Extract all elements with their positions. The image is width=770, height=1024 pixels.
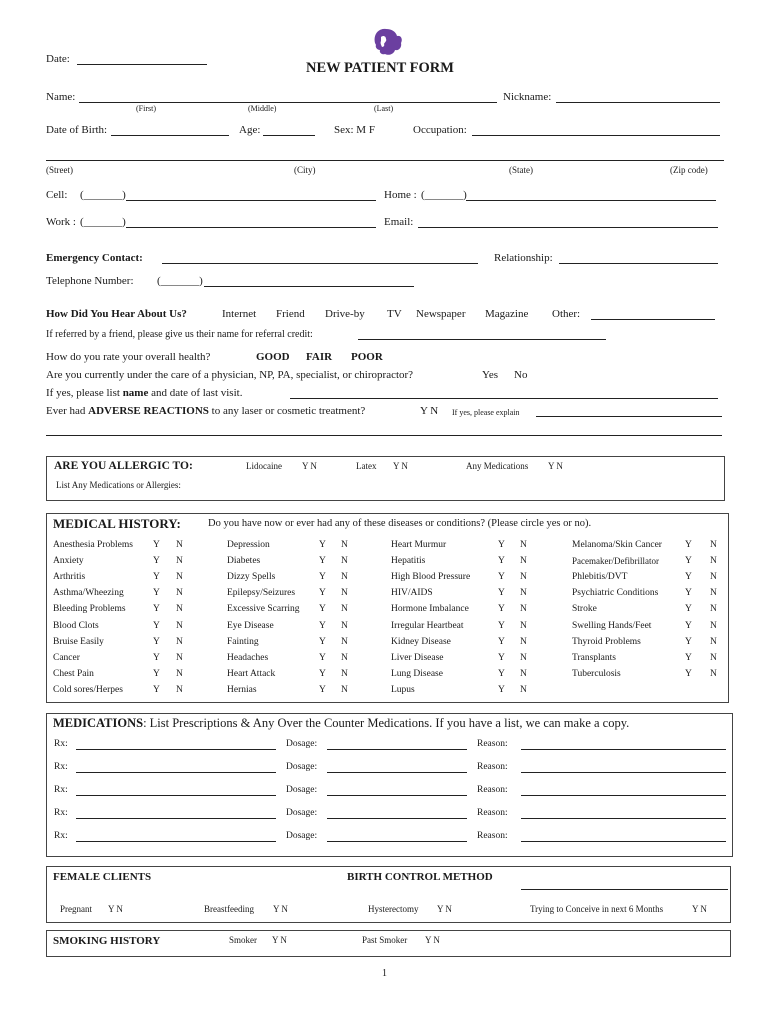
smoker-label: Smoker	[229, 935, 257, 945]
condition-yes[interactable]: Y	[319, 540, 326, 550]
dosage-field[interactable]	[327, 749, 467, 750]
last-caption: (Last)	[374, 104, 394, 113]
referral-option-tv[interactable]: TV	[387, 308, 402, 320]
nickname-label: Nickname:	[503, 91, 552, 103]
referral-option-newspaper[interactable]: Newspaper	[416, 308, 466, 320]
medical-history-prompt: Do you have now or ever had any of these diseases or conditions? (Please circle yes or no).	[208, 518, 592, 529]
emergency-contact-field[interactable]	[162, 263, 478, 264]
condition-no[interactable]: N	[176, 540, 183, 550]
condition-label: Anxiety	[53, 556, 84, 567]
woman-profile-logo-icon	[372, 27, 404, 57]
condition-label: Heart Murmur	[391, 540, 447, 550]
condition-label: Kidney Disease	[391, 636, 451, 647]
condition-no[interactable]: N	[341, 668, 348, 679]
condition-yes[interactable]: Y	[685, 604, 692, 615]
reason-label: Reason:	[477, 785, 508, 795]
reason-label: Reason:	[477, 808, 508, 818]
condition-label: Eye Disease	[227, 620, 274, 631]
condition-label: Bleeding Problems	[53, 604, 126, 615]
condition-label: Asthma/Wheezing	[53, 588, 124, 599]
condition-no[interactable]: N	[520, 652, 527, 663]
rx-field[interactable]	[76, 749, 276, 750]
condition-label: Excessive Scarring	[227, 604, 300, 615]
condition-yes[interactable]: Y	[685, 556, 692, 567]
condition-no[interactable]: N	[176, 572, 183, 583]
reason-field[interactable]	[521, 818, 726, 819]
rx-label: Rx:	[54, 785, 68, 795]
condition-label: Headaches	[227, 652, 269, 663]
condition-yes[interactable]: Y	[153, 668, 160, 679]
condition-yes[interactable]: Y	[319, 636, 326, 647]
condition-label: Stroke	[572, 604, 597, 615]
breastfeeding-yn[interactable]: Y N	[273, 904, 288, 914]
list-question-name: name	[122, 387, 149, 399]
condition-no[interactable]: N	[176, 588, 183, 599]
rx-field[interactable]	[76, 818, 276, 819]
condition-label: Depression	[227, 540, 270, 550]
condition-label: Fainting	[227, 636, 259, 647]
past-smoker-yn[interactable]: Y N	[425, 935, 440, 945]
smoking-title: SMOKING HISTORY	[53, 935, 161, 947]
rx-label: Rx:	[54, 831, 68, 841]
condition-label: Epilepsy/Seizures	[227, 588, 296, 599]
adverse-yn[interactable]: Y N	[420, 405, 439, 417]
condition-label: Blood Clots	[53, 620, 99, 631]
zip-caption: (Zip code)	[670, 165, 708, 175]
work-label: Work :	[46, 216, 76, 228]
condition-no[interactable]: N	[710, 636, 717, 647]
reason-field[interactable]	[521, 795, 726, 796]
name-field[interactable]	[79, 102, 497, 103]
rx-label: Rx:	[54, 808, 68, 818]
health-poor[interactable]: POOR	[351, 351, 383, 363]
condition-yes[interactable]: Y	[498, 540, 505, 550]
dosage-field[interactable]	[327, 841, 467, 842]
condition-yes[interactable]: Y	[153, 572, 160, 583]
condition-yes[interactable]: Y	[685, 620, 692, 631]
condition-yes[interactable]: Y	[319, 620, 326, 631]
middle-caption: (Middle)	[248, 104, 277, 113]
reason-field[interactable]	[521, 841, 726, 842]
smoker-yn[interactable]: Y N	[272, 935, 287, 945]
birth-control-field[interactable]	[521, 889, 728, 890]
work-area-code: (_______)	[80, 216, 126, 228]
rx-field[interactable]	[76, 772, 276, 773]
condition-yes[interactable]: Y	[319, 684, 326, 695]
dosage-field[interactable]	[327, 772, 467, 773]
condition-label: Tuberculosis	[572, 668, 621, 679]
condition-no[interactable]: N	[520, 636, 527, 647]
condition-yes[interactable]: Y	[685, 636, 692, 647]
condition-yes[interactable]: Y	[498, 620, 505, 631]
pregnant-label: Pregnant	[60, 904, 92, 914]
email-field[interactable]	[418, 227, 718, 228]
pregnant-yn[interactable]: Y N	[108, 904, 123, 914]
condition-no[interactable]: N	[176, 684, 183, 695]
care-question: Are you currently under the care of a physician, NP, PA, specialist, or chiropractor?	[46, 369, 414, 381]
condition-no[interactable]: N	[520, 668, 527, 679]
condition-yes[interactable]: Y	[498, 636, 505, 647]
condition-label: Swelling Hands/Feet	[572, 620, 652, 631]
work-field[interactable]	[126, 227, 376, 228]
dob-field[interactable]	[111, 135, 229, 136]
condition-label: Hormone Imbalance	[391, 604, 469, 615]
condition-label: Liver Disease	[391, 652, 444, 663]
condition-yes[interactable]: Y	[319, 588, 326, 599]
condition-yes[interactable]: Y	[685, 588, 692, 599]
condition-no[interactable]: N	[176, 556, 183, 567]
dob-label: Date of Birth:	[46, 124, 108, 136]
condition-label: Arthritis	[53, 572, 86, 583]
dosage-label: Dosage:	[286, 739, 318, 749]
allergy-title: ARE YOU ALLERGIC TO:	[54, 460, 193, 472]
care-no[interactable]: No	[514, 369, 528, 381]
condition-label: Phlebitis/DVT	[572, 572, 628, 583]
referral-option-magazine[interactable]: Magazine	[485, 308, 529, 320]
condition-no[interactable]: N	[520, 588, 527, 599]
condition-yes[interactable]: Y	[319, 572, 326, 583]
dosage-label: Dosage:	[286, 762, 318, 772]
referral-other-label: Other:	[552, 308, 581, 320]
condition-yes[interactable]: Y	[498, 684, 505, 695]
reason-label: Reason:	[477, 831, 508, 841]
reason-field[interactable]	[521, 772, 726, 773]
condition-label: Chest Pain	[53, 668, 94, 679]
adverse-b: ADVERSE REACTIONS	[88, 405, 209, 417]
condition-no[interactable]: N	[520, 604, 527, 615]
email-label: Email:	[384, 216, 414, 228]
condition-no[interactable]: N	[520, 620, 527, 631]
dosage-label: Dosage:	[286, 831, 318, 841]
condition-label: Heart Attack	[227, 668, 276, 679]
condition-label: Transplants	[572, 652, 616, 663]
hysterectomy-label: Hysterectomy	[368, 904, 419, 914]
condition-label: Hernias	[227, 684, 257, 695]
cell-area-code: (_______)	[80, 189, 126, 201]
condition-yes[interactable]: Y	[685, 668, 692, 679]
condition-yes[interactable]: Y	[685, 540, 692, 550]
condition-label: Diabetes	[227, 556, 261, 567]
emergency-contact-label: Emergency Contact:	[46, 252, 143, 264]
condition-label: Anesthesia Problems	[53, 540, 133, 550]
rx-label: Rx:	[54, 762, 68, 772]
rx-label: Rx:	[54, 739, 68, 749]
referral-friend-note: If referred by a friend, please give us their name for referral credit:	[46, 329, 313, 340]
condition-no[interactable]: N	[520, 540, 527, 550]
condition-no[interactable]: N	[341, 540, 348, 550]
home-area-code: (_______)	[421, 189, 467, 201]
past-smoker-label: Past Smoker	[362, 935, 408, 945]
condition-no[interactable]: N	[710, 540, 717, 550]
condition-yes[interactable]: Y	[498, 668, 505, 679]
condition-label: Irregular Heartbeat	[391, 620, 464, 631]
condition-yes[interactable]: Y	[153, 620, 160, 631]
sex-selector[interactable]: Sex: M F	[334, 124, 375, 136]
condition-yes[interactable]: Y	[153, 556, 160, 567]
adverse-a: Ever had	[46, 405, 86, 417]
adverse-explain-line2[interactable]	[46, 435, 722, 436]
occupation-label: Occupation:	[413, 124, 467, 136]
condition-yes[interactable]: Y	[153, 636, 160, 647]
condition-label: Lung Disease	[391, 668, 443, 679]
last-visit-field[interactable]	[290, 398, 718, 399]
referral-option-friend[interactable]: Friend	[276, 308, 305, 320]
condition-yes[interactable]: Y	[498, 652, 505, 663]
condition-yes[interactable]: Y	[498, 604, 505, 615]
rx-field[interactable]	[76, 795, 276, 796]
page-title: NEW PATIENT FORM	[306, 60, 454, 76]
dosage-label: Dosage:	[286, 785, 318, 795]
condition-no[interactable]: N	[176, 636, 183, 647]
date-field[interactable]	[77, 64, 207, 65]
occupation-field[interactable]	[472, 135, 720, 136]
condition-no[interactable]: N	[710, 620, 717, 631]
care-yes[interactable]: Yes	[482, 369, 499, 381]
allergy-meds-yn[interactable]: Y N	[548, 461, 563, 471]
dosage-field[interactable]	[327, 795, 467, 796]
medical-history-title: MEDICAL HISTORY:	[53, 516, 181, 531]
condition-yes[interactable]: Y	[153, 652, 160, 663]
trying-yn[interactable]: Y N	[692, 904, 707, 914]
reason-label: Reason:	[477, 762, 508, 772]
condition-no[interactable]: N	[341, 620, 348, 631]
condition-label: Pacemaker/Defibrillator	[572, 556, 659, 567]
condition-yes[interactable]: Y	[498, 572, 505, 583]
allergy-list-label: List Any Medications or Allergies:	[56, 480, 181, 490]
condition-label: Bruise Easily	[53, 636, 104, 647]
date-label: Date:	[46, 53, 70, 65]
condition-no[interactable]: N	[520, 572, 527, 583]
medications-prompt: : List Prescriptions & Any Over the Counter Medications. If you have a list, we can make a copy.	[143, 716, 630, 730]
condition-label: Thyroid Problems	[572, 636, 641, 647]
health-good[interactable]: GOOD	[256, 351, 290, 363]
condition-no[interactable]: N	[710, 556, 717, 567]
breastfeeding-label: Breastfeeding	[204, 904, 254, 914]
condition-no[interactable]: N	[176, 620, 183, 631]
referral-question: How Did You Hear About Us?	[46, 308, 187, 320]
condition-label: HIV/AIDS	[391, 588, 433, 599]
condition-no[interactable]: N	[176, 668, 183, 679]
condition-yes[interactable]: Y	[153, 684, 160, 695]
condition-label: Psychiatric Conditions	[572, 588, 659, 599]
condition-no[interactable]: N	[710, 604, 717, 615]
condition-yes[interactable]: Y	[685, 652, 692, 663]
age-field[interactable]	[263, 135, 315, 136]
condition-no[interactable]: N	[341, 636, 348, 647]
referral-other-field[interactable]	[591, 319, 715, 320]
relationship-label: Relationship:	[494, 252, 553, 264]
rx-field[interactable]	[76, 841, 276, 842]
health-rate-question: How do you rate your overall health?	[46, 351, 211, 363]
condition-yes[interactable]: Y	[319, 668, 326, 679]
referral-friend-field[interactable]	[358, 339, 606, 340]
hysterectomy-yn[interactable]: Y N	[437, 904, 452, 914]
condition-no[interactable]: N	[341, 604, 348, 615]
female-clients-title: FEMALE CLIENTS	[53, 871, 152, 883]
condition-no[interactable]: N	[710, 668, 717, 679]
condition-yes[interactable]: Y	[685, 572, 692, 583]
medications-box	[46, 713, 733, 857]
reason-field[interactable]	[521, 749, 726, 750]
adverse-c: to any laser or cosmetic treatment?	[211, 405, 366, 417]
first-caption: (First)	[136, 104, 156, 113]
condition-yes[interactable]: Y	[153, 540, 160, 550]
condition-no[interactable]: N	[341, 556, 348, 567]
city-caption: (City)	[294, 165, 316, 175]
state-caption: (State)	[509, 165, 533, 175]
street-caption: (Street)	[46, 165, 73, 175]
page-number: 1	[382, 968, 387, 979]
dosage-label: Dosage:	[286, 808, 318, 818]
condition-label: Cancer	[53, 652, 80, 663]
relationship-field[interactable]	[559, 263, 718, 264]
adverse-explain-field[interactable]	[536, 416, 722, 417]
home-label: Home :	[384, 189, 417, 201]
condition-no[interactable]: N	[520, 684, 527, 695]
adverse-explain-label: If yes, please explain	[452, 408, 520, 417]
telephone-label: Telephone Number:	[46, 275, 134, 287]
name-label: Name:	[46, 91, 76, 103]
condition-yes[interactable]: Y	[319, 652, 326, 663]
nickname-field[interactable]	[556, 102, 720, 103]
condition-yes[interactable]: Y	[153, 604, 160, 615]
age-label: Age:	[239, 124, 261, 136]
condition-no[interactable]: N	[520, 556, 527, 567]
home-field[interactable]	[466, 200, 716, 201]
condition-no[interactable]: N	[341, 684, 348, 695]
allergy-meds-label: Any Medications	[466, 461, 529, 471]
referral-option-internet[interactable]: Internet	[222, 308, 257, 320]
condition-yes[interactable]: Y	[498, 588, 505, 599]
list-question-c: and date of last visit.	[151, 387, 243, 399]
condition-label: Dizzy Spells	[227, 572, 276, 583]
cell-label: Cell:	[46, 189, 68, 201]
condition-yes[interactable]: Y	[153, 588, 160, 599]
allergy-lidocaine-label: Lidocaine	[246, 461, 282, 471]
allergy-lidocaine-yn[interactable]: Y N	[302, 461, 317, 471]
condition-yes[interactable]: Y	[319, 556, 326, 567]
condition-yes[interactable]: Y	[498, 556, 505, 567]
condition-no[interactable]: N	[176, 604, 183, 615]
list-question-a: If yes, please list	[46, 387, 120, 399]
condition-label: High Blood Pressure	[391, 572, 471, 583]
condition-label: Melanoma/Skin Cancer	[572, 540, 662, 550]
telephone-field[interactable]	[204, 286, 414, 287]
condition-no[interactable]: N	[710, 652, 717, 663]
condition-no[interactable]: N	[341, 572, 348, 583]
referral-option-driveby[interactable]: Drive-by	[325, 308, 365, 320]
condition-label: Hepatitis	[391, 556, 426, 567]
condition-no[interactable]: N	[341, 652, 348, 663]
condition-yes[interactable]: Y	[319, 604, 326, 615]
dosage-field[interactable]	[327, 818, 467, 819]
condition-label: Lupus	[391, 684, 415, 695]
telephone-area-code: (_______)	[157, 275, 203, 287]
birth-control-label: BIRTH CONTROL METHOD	[347, 871, 493, 883]
condition-no[interactable]: N	[341, 588, 348, 599]
allergy-latex-yn[interactable]: Y N	[393, 461, 408, 471]
health-fair[interactable]: FAIR	[306, 351, 333, 363]
cell-field[interactable]	[126, 200, 376, 201]
condition-label: Cold sores/Herpes	[53, 684, 123, 695]
trying-label: Trying to Conceive in next 6 Months	[530, 904, 664, 914]
condition-no[interactable]: N	[710, 588, 717, 599]
address-field[interactable]	[46, 160, 724, 161]
condition-no[interactable]: N	[710, 572, 717, 583]
reason-label: Reason:	[477, 739, 508, 749]
condition-no[interactable]: N	[176, 652, 183, 663]
medications-title: MEDICATIONS	[53, 716, 144, 730]
allergy-latex-label: Latex	[356, 461, 377, 471]
